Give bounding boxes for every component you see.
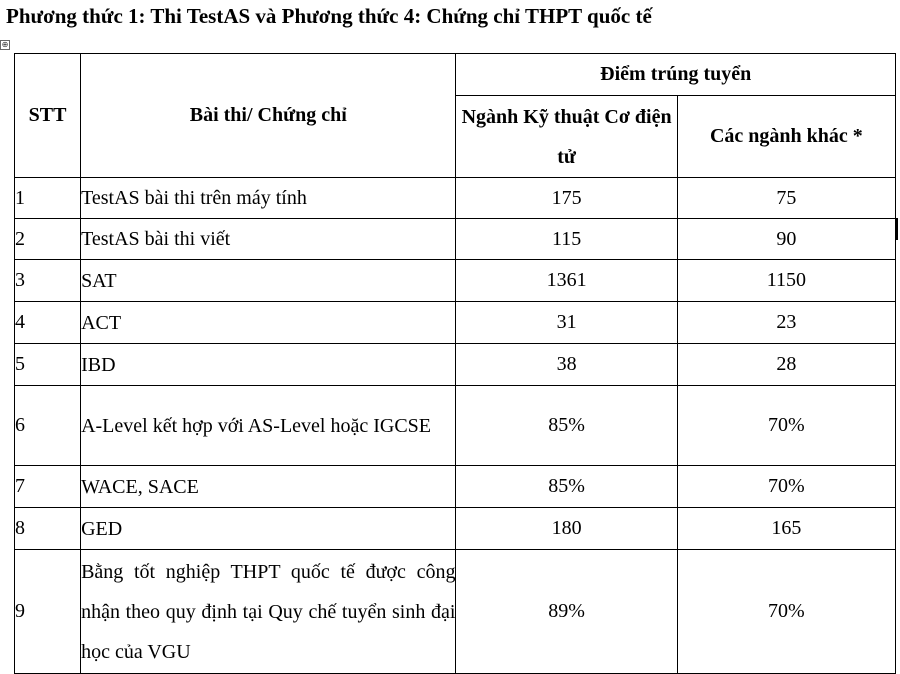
row-stt: 4 [15,302,81,344]
header-stt: STT [15,54,81,178]
row-score-mechatronics: 31 [456,302,677,344]
table-row [15,466,896,508]
row-exam-name: IBD [81,344,456,386]
row-score-other: 1150 [677,260,895,302]
row-exam-name: TestAS bài thi viết [81,219,456,260]
table-row [15,550,896,674]
row-stt: 3 [15,260,81,302]
row-score-mechatronics: 1361 [456,260,677,302]
row-stt: 6 [15,386,81,466]
row-exam-name: WACE, SACE [81,466,456,508]
row-exam-name: GED [81,508,456,550]
row-score-mechatronics: 115 [456,219,677,260]
table-row [15,178,896,219]
row-score-other: 70% [677,466,895,508]
row-stt: 7 [15,466,81,508]
table-row [15,219,896,260]
text-cursor [896,218,898,240]
header-mechatronics: Ngành Kỹ thuật Cơ điện tử [456,96,677,178]
header-exam-certificate: Bài thi/ Chứng chỉ [81,54,456,178]
row-score-other: 165 [677,508,895,550]
row-score-other: 28 [677,344,895,386]
row-stt: 9 [15,550,81,674]
row-score-other: 23 [677,302,895,344]
table-row [15,508,896,550]
page-title: Phương thức 1: Thi TestAS và Phương thức 4: Chứng chỉ THPT quốc tế [6,4,652,28]
row-score-other: 90 [677,219,895,260]
row-score-mechatronics: 89% [456,550,677,674]
admission-score-table [14,53,896,674]
table-row [15,302,896,344]
row-exam-name: SAT [81,260,456,302]
row-score-mechatronics: 85% [456,466,677,508]
header-admission-score: Điểm trúng tuyển [456,54,896,96]
table-row [15,260,896,302]
row-stt: 8 [15,508,81,550]
row-exam-name: A-Level kết hợp với AS-Level hoặc IGCSE [81,386,456,466]
row-exam-name: ACT [81,302,456,344]
row-stt: 5 [15,344,81,386]
row-score-other: 70% [677,550,895,674]
header-other-majors: Các ngành khác * [677,96,895,178]
row-score-mechatronics: 85% [456,386,677,466]
row-stt: 1 [15,178,81,219]
row-exam-name: Bằng tốt nghiệp THPT quốc tế được công nhận theo quy định tại Quy chế tuyển sinh đại học của VGU [81,550,456,674]
row-stt: 2 [15,219,81,260]
table-row [15,344,896,386]
row-exam-name: TestAS bài thi trên máy tính [81,178,456,219]
row-score-mechatronics: 175 [456,178,677,219]
row-score-other: 70% [677,386,895,466]
table-row [15,386,896,466]
table-move-handle-icon[interactable]: ⊕ [1,40,9,49]
row-score-other: 75 [677,178,895,219]
row-score-mechatronics: 38 [456,344,677,386]
row-score-mechatronics: 180 [456,508,677,550]
